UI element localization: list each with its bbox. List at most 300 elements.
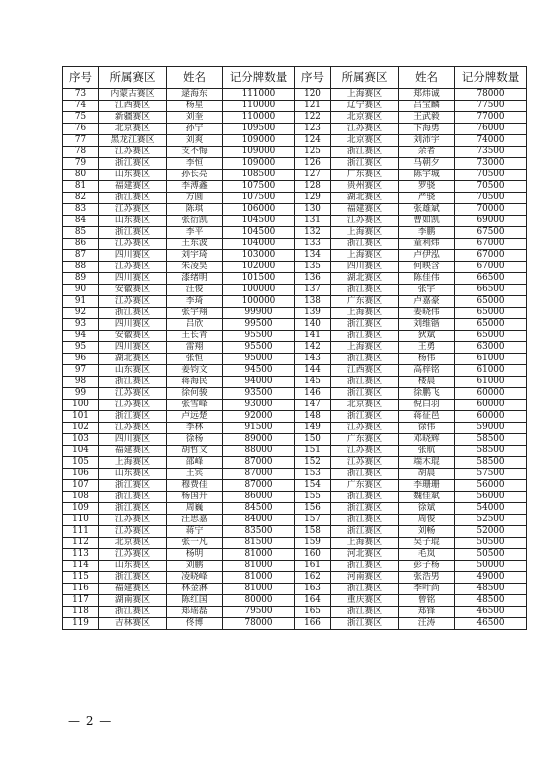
right-name-cell: 张航 bbox=[399, 445, 455, 457]
right-division-cell: 广东赛区 bbox=[331, 434, 399, 446]
left-number-cell: 106 bbox=[63, 468, 99, 480]
left-number-cell: 114 bbox=[63, 560, 99, 572]
right-name-cell: 罗骁 bbox=[399, 181, 455, 193]
right-chip-count-cell: 58500 bbox=[455, 434, 527, 446]
table-row bbox=[63, 526, 527, 538]
table-row bbox=[63, 560, 527, 572]
left-division-cell: 江苏赛区 bbox=[99, 514, 167, 526]
right-division-cell: 北京赛区 bbox=[331, 399, 399, 411]
left-name-cell: 汪俊 bbox=[167, 284, 223, 296]
right-chip-count-cell: 60000 bbox=[455, 388, 527, 400]
left-name-cell: 陈琪 bbox=[167, 204, 223, 216]
left-number-cell: 101 bbox=[63, 411, 99, 423]
left-chip-count-cell: 87000 bbox=[223, 480, 295, 492]
left-name-cell: 张恒 bbox=[167, 353, 223, 365]
left-number-cell: 113 bbox=[63, 549, 99, 561]
right-division-cell: 浙江赛区 bbox=[331, 319, 399, 331]
left-chip-count-cell: 78000 bbox=[223, 618, 295, 630]
right-chip-count-cell: 69000 bbox=[455, 215, 527, 227]
left-number-cell: 76 bbox=[63, 123, 99, 135]
left-division-cell: 浙江赛区 bbox=[99, 411, 167, 423]
left-chip-count-cell: 109500 bbox=[223, 123, 295, 135]
left-name-cell: 朱凌昊 bbox=[167, 261, 223, 273]
header-chip-count-left: 记分牌数量 bbox=[223, 67, 295, 89]
table-row bbox=[63, 514, 527, 526]
left-chip-count-cell: 87000 bbox=[223, 457, 295, 469]
right-chip-count-cell: 52500 bbox=[455, 514, 527, 526]
left-name-cell: 凌晓峰 bbox=[167, 572, 223, 584]
table-row bbox=[63, 89, 527, 101]
header-division-left: 所属赛区 bbox=[99, 67, 167, 89]
left-chip-count-cell: 109000 bbox=[223, 158, 295, 170]
table-row bbox=[63, 135, 527, 147]
right-number-cell: 154 bbox=[295, 480, 331, 492]
right-number-cell: 124 bbox=[295, 135, 331, 147]
page-number: — 2 — bbox=[68, 714, 113, 728]
table-row bbox=[63, 330, 527, 342]
table-row bbox=[63, 399, 527, 411]
left-number-cell: 105 bbox=[63, 457, 99, 469]
table-row bbox=[63, 250, 527, 262]
left-name-cell: 卢远楚 bbox=[167, 411, 223, 423]
right-division-cell: 浙江赛区 bbox=[331, 514, 399, 526]
right-number-cell: 138 bbox=[295, 296, 331, 308]
right-name-cell: 马朝夕 bbox=[399, 158, 455, 170]
right-number-cell: 131 bbox=[295, 215, 331, 227]
left-chip-count-cell: 102000 bbox=[223, 261, 295, 273]
left-number-cell: 74 bbox=[63, 100, 99, 112]
right-number-cell: 136 bbox=[295, 273, 331, 285]
left-chip-count-cell: 101500 bbox=[223, 273, 295, 285]
left-name-cell: 郑瑶磊 bbox=[167, 606, 223, 618]
left-number-cell: 98 bbox=[63, 376, 99, 388]
left-number-cell: 111 bbox=[63, 526, 99, 538]
right-division-cell: 浙江赛区 bbox=[331, 376, 399, 388]
left-number-cell: 107 bbox=[63, 480, 99, 492]
right-chip-count-cell: 48500 bbox=[455, 595, 527, 607]
right-number-cell: 134 bbox=[295, 250, 331, 262]
left-name-cell: 王东波 bbox=[167, 238, 223, 250]
left-name-cell: 孙宁 bbox=[167, 123, 223, 135]
left-number-cell: 82 bbox=[63, 192, 99, 204]
right-number-cell: 158 bbox=[295, 526, 331, 538]
right-chip-count-cell: 46500 bbox=[455, 618, 527, 630]
left-number-cell: 119 bbox=[63, 618, 99, 630]
right-name-cell: 卢伊泓 bbox=[399, 250, 455, 262]
right-name-cell: 刘维锴 bbox=[399, 319, 455, 331]
left-chip-count-cell: 95500 bbox=[223, 342, 295, 354]
right-chip-count-cell: 56000 bbox=[455, 480, 527, 492]
left-division-cell: 浙江赛区 bbox=[99, 376, 167, 388]
left-name-cell: 张一凡 bbox=[167, 537, 223, 549]
header-division-right: 所属赛区 bbox=[331, 67, 399, 89]
left-chip-count-cell: 104000 bbox=[223, 238, 295, 250]
right-number-cell: 156 bbox=[295, 503, 331, 515]
right-division-cell: 浙江赛区 bbox=[331, 284, 399, 296]
left-chip-count-cell: 94000 bbox=[223, 376, 295, 388]
table-row bbox=[63, 296, 527, 308]
right-number-cell: 159 bbox=[295, 537, 331, 549]
table-row bbox=[63, 319, 527, 331]
right-chip-count-cell: 50500 bbox=[455, 537, 527, 549]
right-division-cell: 江苏赛区 bbox=[331, 215, 399, 227]
left-name-cell: 汪思嘉 bbox=[167, 514, 223, 526]
right-number-cell: 165 bbox=[295, 606, 331, 618]
left-name-cell: 刘爽 bbox=[167, 135, 223, 147]
left-chip-count-cell: 81000 bbox=[223, 583, 295, 595]
left-division-cell: 江苏赛区 bbox=[99, 549, 167, 561]
right-name-cell: 郑锋 bbox=[399, 606, 455, 618]
left-name-cell: 林金淋 bbox=[167, 583, 223, 595]
right-name-cell: 刘沛宇 bbox=[399, 135, 455, 147]
left-chip-count-cell: 84500 bbox=[223, 503, 295, 515]
right-division-cell: 浙江赛区 bbox=[331, 491, 399, 503]
left-chip-count-cell: 91500 bbox=[223, 422, 295, 434]
left-chip-count-cell: 81000 bbox=[223, 549, 295, 561]
right-chip-count-cell: 50000 bbox=[455, 560, 527, 572]
table-row bbox=[63, 537, 527, 549]
right-chip-count-cell: 48500 bbox=[455, 583, 527, 595]
right-number-cell: 150 bbox=[295, 434, 331, 446]
right-name-cell: 高梓铭 bbox=[399, 365, 455, 377]
right-chip-count-cell: 49000 bbox=[455, 572, 527, 584]
left-division-cell: 内蒙古赛区 bbox=[99, 89, 167, 101]
left-chip-count-cell: 92000 bbox=[223, 411, 295, 423]
right-number-cell: 166 bbox=[295, 618, 331, 630]
left-chip-count-cell: 94500 bbox=[223, 365, 295, 377]
left-division-cell: 浙江赛区 bbox=[99, 503, 167, 515]
right-division-cell: 浙江赛区 bbox=[331, 330, 399, 342]
table-row bbox=[63, 158, 527, 170]
right-number-cell: 146 bbox=[295, 388, 331, 400]
left-number-cell: 89 bbox=[63, 273, 99, 285]
right-division-cell: 河南赛区 bbox=[331, 572, 399, 584]
left-name-cell: 刘鹏 bbox=[167, 560, 223, 572]
right-division-cell: 贵州赛区 bbox=[331, 181, 399, 193]
left-chip-count-cell: 93000 bbox=[223, 399, 295, 411]
right-number-cell: 139 bbox=[295, 307, 331, 319]
left-chip-count-cell: 110000 bbox=[223, 112, 295, 124]
right-number-cell: 164 bbox=[295, 595, 331, 607]
right-number-cell: 160 bbox=[295, 549, 331, 561]
left-number-cell: 77 bbox=[63, 135, 99, 147]
left-division-cell: 江苏赛区 bbox=[99, 526, 167, 538]
right-name-cell: 楼晨 bbox=[399, 376, 455, 388]
right-chip-count-cell: 46500 bbox=[455, 606, 527, 618]
left-name-cell: 李林 bbox=[167, 422, 223, 434]
table-row bbox=[63, 445, 527, 457]
left-division-cell: 浙江赛区 bbox=[99, 606, 167, 618]
table-row bbox=[63, 468, 527, 480]
left-division-cell: 四川赛区 bbox=[99, 434, 167, 446]
right-division-cell: 上海赛区 bbox=[331, 307, 399, 319]
left-division-cell: 浙江赛区 bbox=[99, 307, 167, 319]
left-chip-count-cell: 109000 bbox=[223, 146, 295, 158]
right-name-cell: 李珊珊 bbox=[399, 480, 455, 492]
left-name-cell: 刘奎 bbox=[167, 112, 223, 124]
left-division-cell: 山东赛区 bbox=[99, 560, 167, 572]
right-number-cell: 123 bbox=[295, 123, 331, 135]
left-name-cell: 姜钧文 bbox=[167, 365, 223, 377]
right-number-cell: 148 bbox=[295, 411, 331, 423]
right-division-cell: 浙江赛区 bbox=[331, 353, 399, 365]
right-chip-count-cell: 73500 bbox=[455, 146, 527, 158]
header-number-right: 序号 bbox=[295, 67, 331, 89]
table-row bbox=[63, 353, 527, 365]
right-name-cell: 狄斌 bbox=[399, 330, 455, 342]
right-chip-count-cell: 57500 bbox=[455, 468, 527, 480]
right-number-cell: 120 bbox=[295, 89, 331, 101]
ranking-table bbox=[62, 66, 527, 630]
right-chip-count-cell: 70500 bbox=[455, 192, 527, 204]
right-name-cell: 曾铭 bbox=[399, 595, 455, 607]
left-number-cell: 116 bbox=[63, 583, 99, 595]
left-name-cell: 邵峰 bbox=[167, 457, 223, 469]
left-chip-count-cell: 99500 bbox=[223, 319, 295, 331]
right-chip-count-cell: 60000 bbox=[455, 399, 527, 411]
right-division-cell: 浙江赛区 bbox=[331, 468, 399, 480]
left-number-cell: 99 bbox=[63, 388, 99, 400]
right-number-cell: 141 bbox=[295, 330, 331, 342]
right-division-cell: 福建赛区 bbox=[331, 204, 399, 216]
left-chip-count-cell: 93500 bbox=[223, 388, 295, 400]
table-row bbox=[63, 365, 527, 377]
left-division-cell: 江西赛区 bbox=[99, 100, 167, 112]
right-chip-count-cell: 58500 bbox=[455, 445, 527, 457]
left-chip-count-cell: 81000 bbox=[223, 572, 295, 584]
table-row bbox=[63, 606, 527, 618]
left-name-cell: 穆费佳 bbox=[167, 480, 223, 492]
left-number-cell: 85 bbox=[63, 227, 99, 239]
table-row bbox=[63, 204, 527, 216]
right-number-cell: 143 bbox=[295, 353, 331, 365]
right-name-cell: 张浩男 bbox=[399, 572, 455, 584]
left-name-cell: 蒋宁 bbox=[167, 526, 223, 538]
right-name-cell: 魏佳斌 bbox=[399, 491, 455, 503]
left-division-cell: 新疆赛区 bbox=[99, 112, 167, 124]
left-division-cell: 北京赛区 bbox=[99, 537, 167, 549]
right-name-cell: 陈宇城 bbox=[399, 169, 455, 181]
left-division-cell: 江苏赛区 bbox=[99, 399, 167, 411]
right-division-cell: 上海赛区 bbox=[331, 89, 399, 101]
table-row bbox=[63, 342, 527, 354]
left-division-cell: 湖南赛区 bbox=[99, 595, 167, 607]
right-chip-count-cell: 66500 bbox=[455, 284, 527, 296]
right-number-cell: 127 bbox=[295, 169, 331, 181]
right-division-cell: 广东赛区 bbox=[331, 296, 399, 308]
right-chip-count-cell: 65000 bbox=[455, 296, 527, 308]
left-chip-count-cell: 80000 bbox=[223, 595, 295, 607]
right-name-cell: 吕宝麟 bbox=[399, 100, 455, 112]
right-name-cell: 余者 bbox=[399, 146, 455, 158]
right-number-cell: 140 bbox=[295, 319, 331, 331]
right-chip-count-cell: 61000 bbox=[455, 353, 527, 365]
right-number-cell: 133 bbox=[295, 238, 331, 250]
right-number-cell: 125 bbox=[295, 146, 331, 158]
left-number-cell: 80 bbox=[63, 169, 99, 181]
left-name-cell: 胡哲文 bbox=[167, 445, 223, 457]
right-number-cell: 126 bbox=[295, 158, 331, 170]
table-row bbox=[63, 261, 527, 273]
left-number-cell: 94 bbox=[63, 330, 99, 342]
left-number-cell: 81 bbox=[63, 181, 99, 193]
header-number-left: 序号 bbox=[63, 67, 99, 89]
left-division-cell: 江苏赛区 bbox=[99, 146, 167, 158]
right-number-cell: 142 bbox=[295, 342, 331, 354]
left-name-cell: 李溥鑫 bbox=[167, 181, 223, 193]
right-chip-count-cell: 65000 bbox=[455, 330, 527, 342]
table-row bbox=[63, 123, 527, 135]
right-name-cell: 陈佳伟 bbox=[399, 273, 455, 285]
right-chip-count-cell: 73000 bbox=[455, 158, 527, 170]
left-number-cell: 75 bbox=[63, 112, 99, 124]
left-number-cell: 103 bbox=[63, 434, 99, 446]
right-number-cell: 155 bbox=[295, 491, 331, 503]
table-header-row bbox=[63, 67, 527, 89]
left-chip-count-cell: 110000 bbox=[223, 100, 295, 112]
table-row bbox=[63, 376, 527, 388]
right-chip-count-cell: 74000 bbox=[455, 135, 527, 147]
left-number-cell: 95 bbox=[63, 342, 99, 354]
right-name-cell: 姜晓伟 bbox=[399, 307, 455, 319]
table-row bbox=[63, 583, 527, 595]
right-chip-count-cell: 65000 bbox=[455, 319, 527, 331]
left-number-cell: 104 bbox=[63, 445, 99, 457]
right-chip-count-cell: 61000 bbox=[455, 365, 527, 377]
table-row bbox=[63, 192, 527, 204]
table-row bbox=[63, 238, 527, 250]
left-chip-count-cell: 111000 bbox=[223, 89, 295, 101]
left-division-cell: 四川赛区 bbox=[99, 342, 167, 354]
table-row bbox=[63, 181, 527, 193]
right-name-cell: 卞海勇 bbox=[399, 123, 455, 135]
table-row bbox=[63, 422, 527, 434]
table-row bbox=[63, 457, 527, 469]
right-division-cell: 四川赛区 bbox=[331, 261, 399, 273]
left-number-cell: 88 bbox=[63, 261, 99, 273]
table-row bbox=[63, 215, 527, 227]
table-row bbox=[63, 284, 527, 296]
right-division-cell: 浙江赛区 bbox=[331, 560, 399, 572]
right-division-cell: 上海赛区 bbox=[331, 537, 399, 549]
left-number-cell: 93 bbox=[63, 319, 99, 331]
table-row bbox=[63, 411, 527, 423]
left-number-cell: 78 bbox=[63, 146, 99, 158]
right-division-cell: 江苏赛区 bbox=[331, 457, 399, 469]
right-division-cell: 广东赛区 bbox=[331, 480, 399, 492]
left-number-cell: 91 bbox=[63, 296, 99, 308]
left-name-cell: 李恒 bbox=[167, 158, 223, 170]
right-number-cell: 128 bbox=[295, 181, 331, 193]
right-name-cell: 何映含 bbox=[399, 261, 455, 273]
left-number-cell: 110 bbox=[63, 514, 99, 526]
left-division-cell: 江苏赛区 bbox=[99, 422, 167, 434]
right-name-cell: 童利炜 bbox=[399, 238, 455, 250]
left-number-cell: 79 bbox=[63, 158, 99, 170]
header-chip-count-right: 记分牌数量 bbox=[455, 67, 527, 89]
right-chip-count-cell: 70500 bbox=[455, 169, 527, 181]
right-division-cell: 江西赛区 bbox=[331, 365, 399, 377]
right-division-cell: 重庆赛区 bbox=[331, 595, 399, 607]
right-division-cell: 浙江赛区 bbox=[331, 411, 399, 423]
left-number-cell: 108 bbox=[63, 491, 99, 503]
right-name-cell: 李鹏 bbox=[399, 227, 455, 239]
right-division-cell: 河北赛区 bbox=[331, 549, 399, 561]
right-chip-count-cell: 50500 bbox=[455, 549, 527, 561]
table-row bbox=[63, 595, 527, 607]
left-division-cell: 黑龙江赛区 bbox=[99, 135, 167, 147]
left-division-cell: 四川赛区 bbox=[99, 273, 167, 285]
right-number-cell: 163 bbox=[295, 583, 331, 595]
header-name-left: 姓名 bbox=[167, 67, 223, 89]
right-chip-count-cell: 70500 bbox=[455, 181, 527, 193]
left-number-cell: 87 bbox=[63, 250, 99, 262]
right-name-cell: 毛岚 bbox=[399, 549, 455, 561]
left-chip-count-cell: 89000 bbox=[223, 434, 295, 446]
left-division-cell: 浙江赛区 bbox=[99, 572, 167, 584]
left-name-cell: 刘宇琦 bbox=[167, 250, 223, 262]
left-chip-count-cell: 104500 bbox=[223, 215, 295, 227]
table-row bbox=[63, 112, 527, 124]
right-number-cell: 121 bbox=[295, 100, 331, 112]
right-name-cell: 卢嘉豪 bbox=[399, 296, 455, 308]
right-name-cell: 张宇 bbox=[399, 284, 455, 296]
left-chip-count-cell: 84000 bbox=[223, 514, 295, 526]
right-name-cell: 张雄斌 bbox=[399, 204, 455, 216]
left-division-cell: 江苏赛区 bbox=[99, 204, 167, 216]
left-name-cell: 张雪峰 bbox=[167, 399, 223, 411]
left-chip-count-cell: 88000 bbox=[223, 445, 295, 457]
left-name-cell: 方圆 bbox=[167, 192, 223, 204]
right-name-cell: 徐伟 bbox=[399, 422, 455, 434]
left-number-cell: 112 bbox=[63, 537, 99, 549]
right-name-cell: 王勇 bbox=[399, 342, 455, 354]
right-name-cell: 王武毅 bbox=[399, 112, 455, 124]
right-name-cell: 郑炜诚 bbox=[399, 89, 455, 101]
left-chip-count-cell: 107500 bbox=[223, 192, 295, 204]
left-chip-count-cell: 81000 bbox=[223, 560, 295, 572]
right-name-cell: 严骁 bbox=[399, 192, 455, 204]
right-name-cell: 徐鹏飞 bbox=[399, 388, 455, 400]
left-division-cell: 福建赛区 bbox=[99, 445, 167, 457]
left-chip-count-cell: 83500 bbox=[223, 526, 295, 538]
right-number-cell: 129 bbox=[295, 192, 331, 204]
right-name-cell: 刘畅 bbox=[399, 526, 455, 538]
left-name-cell: 雷翔 bbox=[167, 342, 223, 354]
left-division-cell: 上海赛区 bbox=[99, 457, 167, 469]
table-row bbox=[63, 480, 527, 492]
left-number-cell: 86 bbox=[63, 238, 99, 250]
table-body bbox=[63, 89, 527, 630]
left-chip-count-cell: 95500 bbox=[223, 330, 295, 342]
right-number-cell: 137 bbox=[295, 284, 331, 296]
right-chip-count-cell: 78000 bbox=[455, 89, 527, 101]
right-number-cell: 161 bbox=[295, 560, 331, 572]
left-division-cell: 安徽赛区 bbox=[99, 284, 167, 296]
table-row bbox=[63, 491, 527, 503]
left-division-cell: 北京赛区 bbox=[99, 123, 167, 135]
left-name-cell: 张宇翔 bbox=[167, 307, 223, 319]
table-row bbox=[63, 146, 527, 158]
left-chip-count-cell: 107500 bbox=[223, 181, 295, 193]
left-division-cell: 江苏赛区 bbox=[99, 388, 167, 400]
left-division-cell: 浙江赛区 bbox=[99, 227, 167, 239]
right-division-cell: 上海赛区 bbox=[331, 342, 399, 354]
left-number-cell: 115 bbox=[63, 572, 99, 584]
right-division-cell: 江苏赛区 bbox=[331, 422, 399, 434]
left-number-cell: 109 bbox=[63, 503, 99, 515]
right-division-cell: 浙江赛区 bbox=[331, 583, 399, 595]
